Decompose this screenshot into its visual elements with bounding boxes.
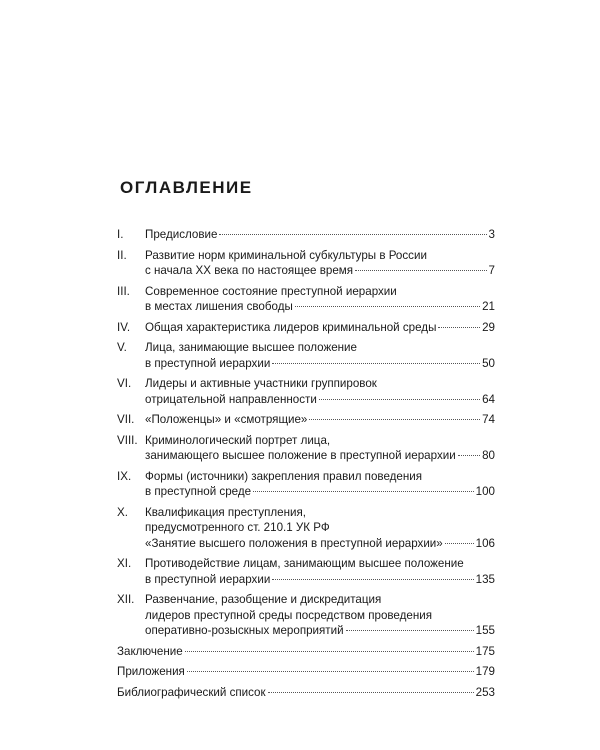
toc-entry-number: III. [117,284,130,298]
toc-page-number: 106 [475,536,495,550]
toc-entry-title-line: в преступной иерархии [145,356,271,370]
toc-entry-number: V. [117,341,127,354]
toc-entry [117,592,495,639]
toc-entry [117,644,495,660]
toc-page-number: 29 [482,320,495,334]
toc-entry-title-line: Противодействие лицам, занимающим высшее положение [145,557,464,570]
toc-entry-title-line: в преступной иерархии [145,572,271,586]
toc-page-number: 7 [488,264,495,277]
toc-heading: ОГЛАВЛЕНИЕ [120,178,253,197]
toc-entry-text [145,469,495,500]
toc-dot-leader [253,491,474,492]
toc-entry-last-line [145,227,495,243]
toc-entry-last-line [117,664,495,680]
toc-entry-text [145,556,495,587]
toc-entry-number: XI. [117,557,132,570]
toc-entry-text [145,227,495,243]
toc-entry-text [145,433,495,464]
toc-entry-title-line: Лица, занимающие высшее положение [145,341,357,354]
toc-entry-last-line [145,320,495,336]
toc-page-number: 21 [482,300,495,313]
toc-entry-text [145,284,495,315]
toc-entry-title-line: предусмотренного ст. 210.1 УК РФ [145,521,330,534]
toc-dot-leader [187,671,474,672]
toc-dot-leader [272,363,480,364]
toc-page-number: 175 [475,644,495,658]
toc-dot-leader [272,579,473,580]
toc-entry-last-line [117,685,495,701]
toc-entry [117,376,495,407]
toc-entry-title-line: занимающего высшее положение в преступной иерархии [145,449,456,462]
toc-page-number: 100 [475,485,495,498]
toc-entry-title-line: Формы (источники) закрепления правил поведения [145,469,423,483]
toc-entry-title-line: «Положенцы» и «смотрящие» [145,413,308,426]
toc-entry-title-line: лидеров преступной среды посредством проведения [145,608,432,622]
toc-entry-title-line: оперативно-розыскных мероприятий [145,624,344,637]
toc-entry-last-line [145,484,495,500]
toc-entry-title-line: Современное состояние преступной иерархии [145,284,397,298]
toc-entry [117,248,495,279]
toc-entry-title-line: «Занятие высшего положения в преступной иерархии» [145,536,443,550]
toc-entry-number: VIII. [117,433,138,447]
toc-entry-text [145,248,495,279]
toc-dot-leader [458,455,480,456]
toc-entry-text [117,685,495,701]
toc-page-number: 155 [475,624,495,637]
toc-entry [117,320,495,336]
toc-page-number: 80 [482,449,495,462]
toc-dot-leader [309,419,480,420]
toc-page-number: 50 [482,356,495,370]
toc-entry-last-line [145,623,495,639]
toc-entry [117,284,495,315]
toc-dot-leader [355,270,487,271]
toc-entry-last-line [145,392,495,408]
toc-entry-title-line: в преступной среде [145,485,252,498]
toc-dot-leader [319,399,480,400]
toc-entry-text [145,592,495,639]
toc-entry-last-line [145,572,495,588]
toc-entry-last-line [145,356,495,372]
toc-entry-number: VII. [117,413,135,426]
toc-entry [117,469,495,500]
toc-entry-number: I. [117,228,124,241]
toc-entry-text [145,320,495,336]
toc-entry-title-line: в местах лишения свободы [145,300,293,313]
toc-dot-leader [268,692,474,693]
toc-entry-last-line [145,299,495,315]
toc-entry-title-line: отрицательной направленности [145,392,317,406]
toc-entry-last-line [145,536,495,552]
toc-entry-number: XII. [117,593,135,606]
toc-entry-number: IX. [117,469,132,483]
toc-page-number: 3 [488,228,495,241]
toc-entry-text [145,340,495,371]
toc-entry-title-line: Лидеры и активные участники группировок [145,377,377,390]
toc-entry-number: VI. [117,377,132,390]
toc-entry-text [117,664,495,680]
toc-entry-last-line [145,412,495,428]
toc-list [117,227,495,705]
toc-entry [117,340,495,371]
toc-entry-title-line: Библиографический список [117,685,266,699]
toc-dot-leader [445,543,474,544]
toc-entry-title-line: Криминологический портрет лица, [145,433,331,447]
toc-entry [117,505,495,552]
toc-entry-text [117,644,495,660]
toc-entry-title-line: Квалификация преступления, [145,505,306,519]
toc-dot-leader [438,327,480,328]
toc-dot-leader [295,306,480,307]
toc-entry [117,412,495,428]
toc-entry-number: IV. [117,320,131,334]
toc-page-number: 74 [482,413,495,426]
toc-entry-text [145,412,495,428]
toc-entry-title-line: Заключение [117,644,183,658]
toc-entry-last-line [145,263,495,279]
toc-page-number: 179 [475,665,495,678]
toc-entry [117,227,495,243]
toc-entry-title-line: Развитие норм криминальной субкультуры в России [145,248,427,262]
toc-entry-title-line: Приложения [117,665,185,678]
toc-entry [117,664,495,680]
toc-entry-number: II. [117,248,127,262]
toc-page-number: 135 [475,572,495,586]
toc-entry [117,685,495,701]
toc-entry-title-line: с начала XX века по настоящее время [145,264,354,277]
toc-page-number: 64 [482,392,495,406]
toc-entry-title-line: Общая характеристика лидеров криминальной среды [145,320,437,334]
toc-dot-leader [185,651,474,652]
toc-page-number: 253 [475,685,495,699]
toc-entry-title-line: Предисловие [145,228,218,241]
toc-entry-last-line [117,644,495,660]
toc-entry [117,556,495,587]
toc-entry-title-line: Развенчание, разобщение и дискредитация [145,593,382,606]
toc-entry-last-line [145,448,495,464]
toc-entry-number: X. [117,505,128,519]
toc-entry [117,433,495,464]
toc-dot-leader [346,630,474,631]
toc-entry-text [145,376,495,407]
toc-dot-leader [219,234,486,235]
toc-entry-text [145,505,495,552]
